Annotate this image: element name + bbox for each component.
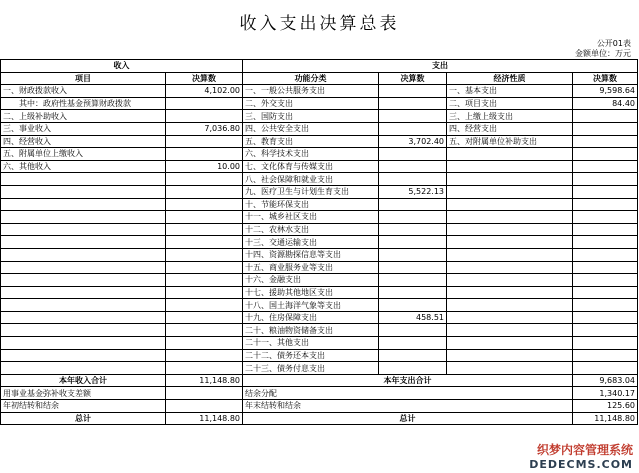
- income-item: 六、其他收入: [1, 160, 166, 173]
- income-item: [1, 337, 166, 350]
- nature-item: [447, 311, 573, 324]
- col-func-amount: 决算数: [379, 72, 447, 85]
- income-item: [1, 173, 166, 186]
- income-amount: [166, 261, 243, 274]
- nature-amount: 84.40: [573, 97, 638, 110]
- func-item: 三、国防支出: [243, 110, 379, 123]
- nature-item: [447, 236, 573, 249]
- table-row: [1, 349, 638, 362]
- table-row: [1, 274, 638, 287]
- table-row: [1, 286, 638, 299]
- func-amount: [379, 274, 447, 287]
- income-grand-label: 总计: [1, 412, 166, 425]
- income-amount: [166, 173, 243, 186]
- grand-total-row: [1, 412, 638, 425]
- nature-item: [447, 337, 573, 350]
- extra-income-label: 用事业基金弥补收支差额: [1, 387, 166, 400]
- income-item: [1, 198, 166, 211]
- nature-amount: [573, 122, 638, 135]
- func-item: 六、科学技术支出: [243, 148, 379, 161]
- table-row: [1, 324, 638, 337]
- extra-income-label: 年初结转和结余: [1, 400, 166, 413]
- func-amount: 5,522.13: [379, 185, 447, 198]
- nature-item: 五、对附属单位补助支出: [447, 135, 573, 148]
- table-row: [1, 173, 638, 186]
- income-amount: [166, 337, 243, 350]
- income-item: [1, 185, 166, 198]
- income-item: [1, 248, 166, 261]
- nature-amount: [573, 248, 638, 261]
- nature-item: [447, 324, 573, 337]
- col-nature: 经济性质: [447, 72, 573, 85]
- extra-income-value: [166, 400, 243, 413]
- func-item: 十八、国土海洋气象等支出: [243, 299, 379, 312]
- income-item: [1, 349, 166, 362]
- income-grand-value: 11,148.80: [166, 412, 243, 425]
- nature-amount: [573, 211, 638, 224]
- nature-item: 一、基本支出: [447, 85, 573, 98]
- table-row: [1, 248, 638, 261]
- nature-amount: [573, 362, 638, 375]
- nature-amount: [573, 160, 638, 173]
- func-amount: [379, 122, 447, 135]
- income-amount: [166, 97, 243, 110]
- func-amount: [379, 110, 447, 123]
- func-amount: [379, 299, 447, 312]
- extra-expense-value: 1,340.17: [573, 387, 638, 400]
- table-row: [1, 362, 638, 375]
- extra-income-value: [166, 387, 243, 400]
- nature-item: [447, 211, 573, 224]
- income-amount: 7,036.80: [166, 122, 243, 135]
- func-item: 十五、商业服务业等支出: [243, 261, 379, 274]
- func-item: 二十二、债务还本支出: [243, 349, 379, 362]
- page-title: 收入支出决算总表: [239, 14, 400, 34]
- func-amount: [379, 97, 447, 110]
- income-amount: [166, 211, 243, 224]
- nature-item: [447, 148, 573, 161]
- income-amount: [166, 311, 243, 324]
- func-item: 十一、城乡社区支出: [243, 211, 379, 224]
- income-amount: [166, 248, 243, 261]
- func-amount: [379, 160, 447, 173]
- nature-item: [447, 299, 573, 312]
- nature-amount: [573, 311, 638, 324]
- table-row: [1, 299, 638, 312]
- income-item: 五、附属单位上缴收入: [1, 148, 166, 161]
- func-amount: [379, 211, 447, 224]
- income-item: [1, 299, 166, 312]
- func-amount: [379, 261, 447, 274]
- expense-grand-value: 11,148.80: [573, 412, 638, 425]
- col-func: 功能分类: [243, 72, 379, 85]
- nature-amount: [573, 337, 638, 350]
- income-expense-table: [0, 59, 638, 425]
- watermark-line2: DEDECMS.COM: [529, 458, 633, 471]
- table-row: [1, 261, 638, 274]
- func-item: 十九、住房保障支出: [243, 311, 379, 324]
- income-amount: [166, 299, 243, 312]
- extra-row: [1, 400, 638, 413]
- nature-amount: [573, 110, 638, 123]
- amount-unit: 金额单位：万元: [575, 49, 631, 58]
- func-item: 二十一、其他支出: [243, 337, 379, 350]
- income-amount: [166, 148, 243, 161]
- func-item: 十二、农林水支出: [243, 223, 379, 236]
- nature-amount: [573, 236, 638, 249]
- func-amount: 458.51: [379, 311, 447, 324]
- func-item: 二十、粮油物资储备支出: [243, 324, 379, 337]
- nature-item: [447, 198, 573, 211]
- watermark: [529, 441, 633, 471]
- table-row: [1, 85, 638, 98]
- col-nature-amount: 决算数: [573, 72, 638, 85]
- func-amount: [379, 362, 447, 375]
- nature-item: [447, 248, 573, 261]
- table-row: [1, 223, 638, 236]
- income-item: [1, 311, 166, 324]
- nature-item: 四、经营支出: [447, 122, 573, 135]
- income-item: [1, 324, 166, 337]
- income-item: 二、上级补助收入: [1, 110, 166, 123]
- table-row: [1, 135, 638, 148]
- func-item: 十、节能环保支出: [243, 198, 379, 211]
- table-row: [1, 97, 638, 110]
- func-item: 七、文化体育与传媒支出: [243, 160, 379, 173]
- table-row: [1, 236, 638, 249]
- extra-row: [1, 387, 638, 400]
- income-amount: [166, 236, 243, 249]
- func-amount: [379, 286, 447, 299]
- income-amount: [166, 198, 243, 211]
- nature-item: [447, 286, 573, 299]
- func-amount: 3,702.40: [379, 135, 447, 148]
- func-item: 二十三、债务付息支出: [243, 362, 379, 375]
- nature-amount: [573, 135, 638, 148]
- income-item: [1, 261, 166, 274]
- func-amount: [379, 223, 447, 236]
- income-total-label: 本年收入合计: [1, 374, 166, 387]
- table-row: [1, 311, 638, 324]
- func-amount: [379, 173, 447, 186]
- col-item: 项目: [1, 72, 166, 85]
- expense-total-value: 9,683.04: [573, 374, 638, 387]
- expense-section-header: 支出: [243, 60, 638, 73]
- func-item: 十六、金融支出: [243, 274, 379, 287]
- income-amount: [166, 324, 243, 337]
- nature-amount: [573, 185, 638, 198]
- nature-amount: [573, 324, 638, 337]
- extra-expense-label: 年末结转和结余: [243, 400, 573, 413]
- section-header-row: [1, 60, 638, 73]
- nature-amount: [573, 286, 638, 299]
- nature-item: [447, 274, 573, 287]
- nature-item: [447, 173, 573, 186]
- table-row: [1, 122, 638, 135]
- income-item: 四、经营收入: [1, 135, 166, 148]
- table-row: [1, 198, 638, 211]
- func-item: 五、教育支出: [243, 135, 379, 148]
- table-row: [1, 148, 638, 161]
- table-row: [1, 185, 638, 198]
- nature-item: 二、项目支出: [447, 97, 573, 110]
- nature-amount: [573, 173, 638, 186]
- income-total-value: 11,148.80: [166, 374, 243, 387]
- func-item: 一、一般公共服务支出: [243, 85, 379, 98]
- nature-item: [447, 362, 573, 375]
- income-amount: 4,102.00: [166, 85, 243, 98]
- income-item: [1, 211, 166, 224]
- expense-total-label: 本年支出合计: [243, 374, 573, 387]
- func-item: 十四、资源勘探信息等支出: [243, 248, 379, 261]
- income-amount: [166, 185, 243, 198]
- func-item: 八、社会保障和就业支出: [243, 173, 379, 186]
- watermark-line1: 织梦内容管理系统: [536, 443, 633, 457]
- nature-item: [447, 223, 573, 236]
- nature-amount: [573, 148, 638, 161]
- func-item: 二、外交支出: [243, 97, 379, 110]
- income-section-header: 收入: [1, 60, 243, 73]
- table-row: [1, 160, 638, 173]
- table-row: [1, 337, 638, 350]
- income-item: [1, 362, 166, 375]
- income-amount: [166, 274, 243, 287]
- func-amount: [379, 148, 447, 161]
- nature-item: [447, 160, 573, 173]
- extra-expense-value: 125.60: [573, 400, 638, 413]
- nature-item: [447, 185, 573, 198]
- annual-total-row: [1, 374, 638, 387]
- func-amount: [379, 85, 447, 98]
- func-amount: [379, 337, 447, 350]
- col-amount: 决算数: [166, 72, 243, 85]
- nature-amount: [573, 261, 638, 274]
- income-amount: 10.00: [166, 160, 243, 173]
- func-amount: [379, 349, 447, 362]
- income-amount: [166, 110, 243, 123]
- table-row: [1, 110, 638, 123]
- column-header-row: [1, 72, 638, 85]
- table-row: [1, 211, 638, 224]
- func-item: 十三、交通运输支出: [243, 236, 379, 249]
- nature-item: 三、上缴上级支出: [447, 110, 573, 123]
- form-number: 公开01表: [596, 39, 631, 48]
- func-item: 九、医疗卫生与计划生育支出: [243, 185, 379, 198]
- income-item: [1, 274, 166, 287]
- func-amount: [379, 236, 447, 249]
- extra-expense-label: 结余分配: [243, 387, 573, 400]
- income-item: [1, 286, 166, 299]
- nature-amount: [573, 223, 638, 236]
- income-item: 其中：政府性基金预算财政拨款: [1, 97, 166, 110]
- income-item: 一、财政拨款收入: [1, 85, 166, 98]
- func-amount: [379, 198, 447, 211]
- func-item: 十七、援助其他地区支出: [243, 286, 379, 299]
- income-item: 三、事业收入: [1, 122, 166, 135]
- nature-amount: 9,598.64: [573, 85, 638, 98]
- func-item: 四、公共安全支出: [243, 122, 379, 135]
- nature-item: [447, 261, 573, 274]
- income-item: [1, 223, 166, 236]
- nature-item: [447, 349, 573, 362]
- nature-amount: [573, 198, 638, 211]
- income-amount: [166, 286, 243, 299]
- income-amount: [166, 362, 243, 375]
- func-amount: [379, 248, 447, 261]
- nature-amount: [573, 299, 638, 312]
- nature-amount: [573, 274, 638, 287]
- income-amount: [166, 349, 243, 362]
- income-amount: [166, 223, 243, 236]
- expense-grand-label: 总计: [243, 412, 573, 425]
- income-amount: [166, 135, 243, 148]
- income-item: [1, 236, 166, 249]
- nature-amount: [573, 349, 638, 362]
- func-amount: [379, 324, 447, 337]
